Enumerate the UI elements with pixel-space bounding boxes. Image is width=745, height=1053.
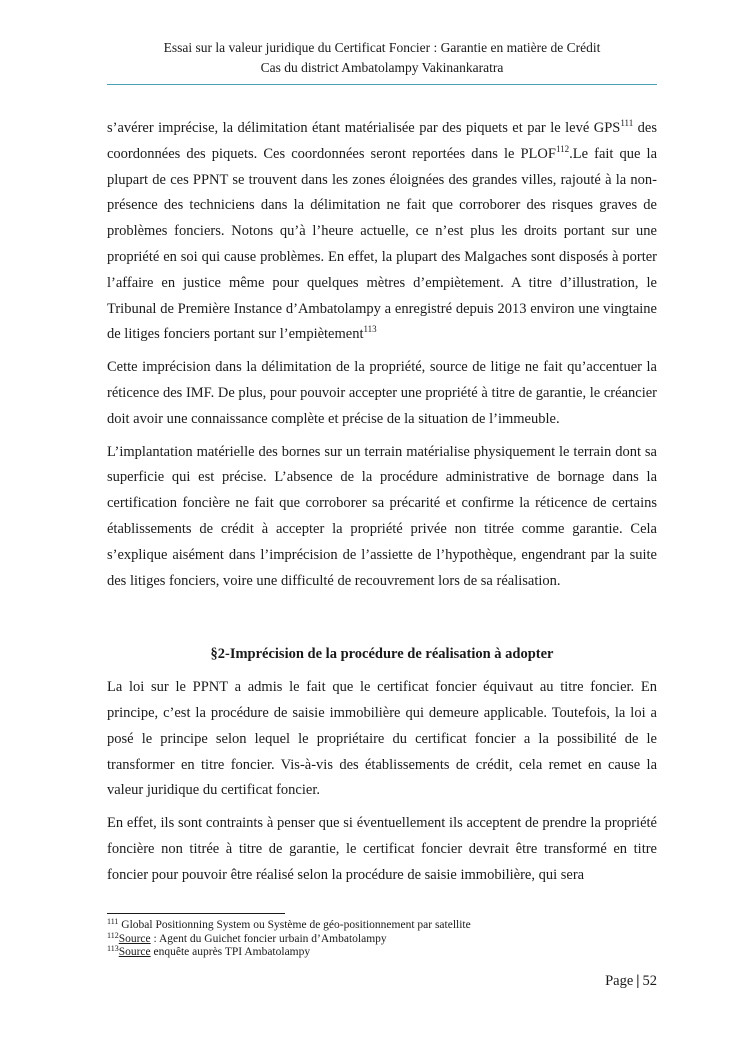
footnote-item: $^{112}$Source : Agent du Guichet foncier urbain d’Ambatolampy xyxy=(107,930,387,945)
footnote-ref: 113 xyxy=(363,324,377,335)
section-heading: §2-Imprécision de la procédure de réalisation à adopter xyxy=(210,646,554,663)
paragraph-2: Cette imprécision dans la délimitation de la propriété, source de litige ne fait qu’accentuer la réticence des IMF. De plus, pour pouvoir accepter une propriété à titre de garantie, le créancier doit avoir une connaissance complète et précise de la situation de l’immeuble. xyxy=(107,359,657,427)
page-number: Page | 52 xyxy=(605,973,657,989)
footnote-ref: 112 xyxy=(555,143,570,154)
header-title: Essai sur la valeur juridique du Certificat Foncier : Garantie en matière de Crédit xyxy=(163,40,601,55)
document-body xyxy=(107,116,657,896)
header-divider xyxy=(107,84,657,85)
footnote-item: $^{113}$Source enquête auprès TPI Ambatolampy xyxy=(107,944,311,958)
footnote-divider xyxy=(107,913,285,914)
footnote-item: $^{111}$ Global Positionning System ou Système de géo-positionnement par satellite xyxy=(107,917,471,931)
running-header xyxy=(107,38,657,78)
paragraph-4: La loi sur le PPNT a admis le fait que le certificat foncier équivaut au titre foncier. En principe, c’est la procédure de saisie immobilière qui demeure applicable. Toutefois, la loi a posé le principe selon lequel le propriétaire du certificat foncier a la possibilité de le transformer en titre foncier. Vis-à-vis des établissements de crédit, cela remet en cause la valeur juridique du certificat foncier. xyxy=(107,679,657,799)
header-subtitle: Cas du district Ambatolampy Vakinankaratra xyxy=(260,60,504,75)
footnote-ref: 111 xyxy=(620,118,634,128)
footnotes xyxy=(107,919,657,960)
paragraph-5: En effet, ils sont contraints à penser que si éventuellement ils acceptent de prendre la propriété foncière non titrée à titre de garantie, le certificat foncier devrait être transformé en titre foncier pour pouvoir être réalisé selon la procédure de saisie immobilière, qui sera xyxy=(107,815,657,883)
paragraph-3: L’implantation matérielle des bornes sur un terrain matérialise physiquement le terrain dont sa superficie qui est précise. L’absence de la procédure administrative de bornage dans la certification foncière ne fait que corroborer sa précarité et confirme la réticence de certains établissements de crédit à accepter la propriété privée non titrée comme garantie. Cela s’explique aisément dans l’imprécision de l’assiette de l’hypothèque, engendrant par la suite des litiges fonciers, voire une difficulté de recouvrement lors de sa réalisation. xyxy=(107,443,657,589)
paragraph-1: s’avérer imprécise, la délimitation étant matérialisée par des piquets et par le levé GPS$^{111}$ des coordonnées des piquets. Ces coordonnées seront reportées dans le PLOF$^{112}$.Le fait que la plupart de ces PPNT se trouvent dans les zones éloignées des grandes villes, rajouté à la non-présence des techniciens dans la délimitation ne fait que corroborer des risques graves de problèmes fonciers. Notons qu’à l’heure actuelle, ce n’est plus les droits portant sur une propriété en soi qui cause problèmes. En effet, la plupart des Malgaches sont disposés à porter l’affaire en justice même pour quelques mètres d’empiètement. A titre d’illustration, le Tribunal de Première Instance d’Ambatolampy a enregistré depuis 2013 environ une vingtaine de litiges fonciers portant sur l’empiètement$^{113}$ xyxy=(107,118,658,343)
